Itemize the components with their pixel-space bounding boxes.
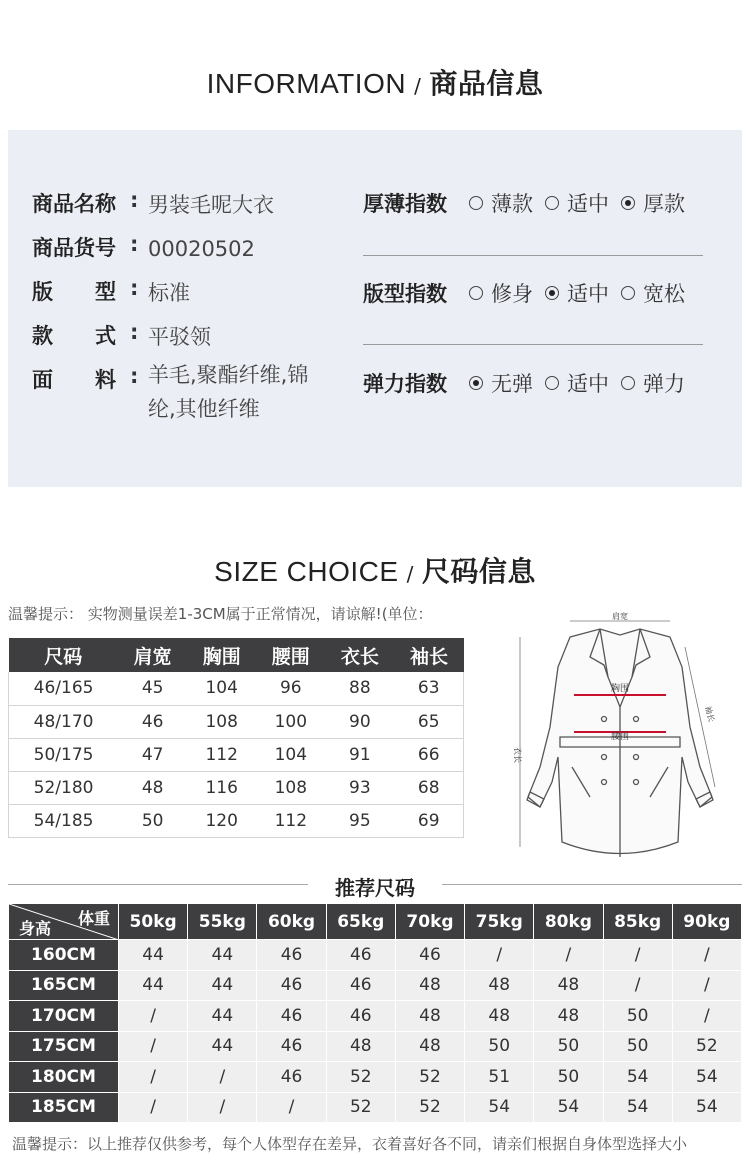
table-cell: 66 [394, 738, 463, 771]
table-cell: 100 [256, 705, 325, 738]
table-cell: 46 [326, 970, 395, 1001]
table-cell: / [603, 970, 672, 1001]
table-cell: 116 [187, 771, 256, 804]
divider [363, 344, 703, 345]
size-title-cn: 尺码信息 [421, 555, 536, 588]
table-row [9, 672, 464, 705]
table-cell: 52 [326, 1092, 395, 1123]
weight-cell: 55kg [188, 904, 257, 940]
table-cell: 54 [603, 1092, 672, 1123]
table-cell: 51 [465, 1062, 534, 1093]
table-cell: 48 [534, 1001, 603, 1032]
measurement-tip: 温馨提示： 实物测量误差1-3CM属于正常情况，请谅解!(单位： [8, 605, 433, 623]
table-cell: 46 [257, 940, 326, 971]
table-cell: / [534, 940, 603, 971]
waist-label: 腰围 [610, 732, 630, 742]
table-cell: 68 [394, 771, 463, 804]
weight-axis-label: 体重 [77, 909, 110, 928]
table-cell: 46 [257, 970, 326, 1001]
header-cell: 尺码 [9, 638, 119, 672]
header-cell: 肩宽 [118, 638, 187, 672]
table-cell: / [188, 1092, 257, 1123]
weight-cell: 50kg [119, 904, 188, 940]
option-medium[interactable]: 适中 [545, 188, 609, 218]
table-cell: / [119, 1062, 188, 1093]
table-cell: 44 [119, 940, 188, 971]
spec-value: 男装毛呢大衣 [148, 193, 274, 217]
header-cell: 腰围 [256, 638, 325, 672]
option-stretch[interactable]: 弹力 [621, 368, 685, 398]
weight-cell: 65kg [326, 904, 395, 940]
table-cell: / [672, 970, 741, 1001]
height-cell: 180CM [9, 1062, 119, 1093]
height-axis-label: 身高 [19, 919, 52, 938]
title-separator: / [406, 562, 414, 586]
table-cell: 48 [465, 1001, 534, 1032]
header-cell: 胸围 [187, 638, 256, 672]
index-label: 厚薄指数 [363, 192, 447, 216]
table-cell: 63 [394, 672, 463, 705]
height-cell: 175CM [9, 1031, 119, 1062]
option-thick[interactable]: 厚款 [621, 188, 685, 218]
table-cell: 54 [465, 1092, 534, 1123]
table-row [9, 705, 464, 738]
table-cell: 48 [118, 771, 187, 804]
index-label: 弹力指数 [363, 372, 447, 396]
table-cell: 46 [326, 940, 395, 971]
radio-icon [545, 196, 559, 210]
weight-cell: 75kg [465, 904, 534, 940]
information-title-cn: 商品信息 [429, 67, 544, 100]
table-cell: 54 [672, 1092, 741, 1123]
table-cell: 45 [118, 672, 187, 705]
radio-selected-icon [621, 196, 635, 210]
option-no-stretch[interactable]: 无弹 [469, 368, 533, 398]
table-cell: / [119, 1092, 188, 1123]
table-row [9, 738, 464, 771]
table-row [9, 1001, 742, 1032]
shoulder-label: 肩宽 [612, 612, 628, 621]
table-cell: 52 [326, 1062, 395, 1093]
radio-icon [545, 376, 559, 390]
elasticity-index [363, 368, 703, 408]
table-cell: 93 [325, 771, 394, 804]
table-cell: 91 [325, 738, 394, 771]
fit-index [363, 278, 703, 318]
table-cell: / [257, 1092, 326, 1123]
table-cell: 50 [534, 1031, 603, 1062]
height-cell: 160CM [9, 940, 119, 971]
table-cell: 48 [395, 1001, 464, 1032]
table-cell: 44 [119, 970, 188, 1001]
recommended-size-header [8, 872, 742, 900]
weight-cell: 85kg [603, 904, 672, 940]
table-cell: 112 [187, 738, 256, 771]
weight-header-row [9, 904, 742, 940]
divider [363, 255, 703, 256]
table-cell: 112 [256, 804, 325, 837]
table-cell: 50 [118, 804, 187, 837]
table-row [9, 1092, 742, 1123]
table-cell: 44 [188, 1001, 257, 1032]
table-cell: 50 [603, 1001, 672, 1032]
table-cell: 88 [325, 672, 394, 705]
sleeve-label: 袖长 [703, 705, 716, 723]
table-cell: 48 [465, 970, 534, 1001]
table-cell: 104 [187, 672, 256, 705]
table-cell: 48/170 [9, 705, 119, 738]
index-label: 版型指数 [363, 282, 447, 306]
length-label: 衣长 [513, 747, 522, 763]
table-cell: 50 [534, 1062, 603, 1093]
information-title [0, 62, 750, 102]
spec-value: 平驳领 [148, 325, 211, 349]
radio-selected-icon [545, 286, 559, 300]
table-cell: 46 [395, 940, 464, 971]
table-row [9, 970, 742, 1001]
table-cell: 54 [603, 1062, 672, 1093]
product-info-panel: 商品名称 : 男装毛呢大衣 商品货号 : 00020502 版 型 : 标准 款 式 : 平驳领 面 料 : 羊毛,聚酯纤维,锦纶,其他纤维 厚薄指数 薄款 适中 厚款 版型指数 修身 适中 宽松 弹力指数 无弹 适中 弹力 [8, 130, 742, 487]
table-row [9, 804, 464, 837]
table-cell: 46 [257, 1031, 326, 1062]
option-moderate-stretch[interactable]: 适中 [545, 368, 609, 398]
table-cell: 46 [257, 1062, 326, 1093]
table-row [9, 1031, 742, 1062]
table-cell: 46 [326, 1001, 395, 1032]
table-cell: 50 [603, 1031, 672, 1062]
table-cell: 69 [394, 804, 463, 837]
recommended-size-title: 推荐尺码 [335, 876, 415, 900]
table-cell: / [672, 1001, 741, 1032]
table-cell: 52 [395, 1062, 464, 1093]
table-cell: 108 [256, 771, 325, 804]
header-cell: 衣长 [325, 638, 394, 672]
radio-icon [469, 286, 483, 300]
weight-cell: 70kg [395, 904, 464, 940]
table-cell: 90 [325, 705, 394, 738]
table-cell: 48 [395, 970, 464, 1001]
height-cell: 165CM [9, 970, 119, 1001]
table-cell: 50 [465, 1031, 534, 1062]
size-table-header [9, 638, 464, 672]
title-separator: / [414, 74, 422, 98]
spec-value: 标准 [148, 281, 190, 305]
table-cell: 95 [325, 804, 394, 837]
weight-cell: 90kg [672, 904, 741, 940]
spec-label: 商品货号 [32, 236, 116, 260]
table-cell: 50/175 [9, 738, 119, 771]
spec-value: 羊毛,聚酯纤维,锦纶,其他纤维 [148, 363, 309, 421]
table-cell: / [188, 1062, 257, 1093]
option-loose[interactable]: 宽松 [621, 278, 685, 308]
spec-label: 商品名称 [32, 192, 116, 216]
table-cell: 48 [395, 1031, 464, 1062]
table-cell: / [603, 940, 672, 971]
table-cell: 47 [118, 738, 187, 771]
table-cell: 52/180 [9, 771, 119, 804]
header-cell: 袖长 [394, 638, 463, 672]
table-cell: 108 [187, 705, 256, 738]
table-cell: 48 [326, 1031, 395, 1062]
radio-selected-icon [469, 376, 483, 390]
table-cell: 46 [257, 1001, 326, 1032]
radio-icon [621, 376, 635, 390]
weight-cell: 60kg [257, 904, 326, 940]
table-row [9, 771, 464, 804]
table-cell: / [465, 940, 534, 971]
table-cell: / [672, 940, 741, 971]
table-cell: 65 [394, 705, 463, 738]
chest-label: 胸围 [610, 684, 630, 694]
radio-icon [621, 286, 635, 300]
table-cell: 54 [672, 1062, 741, 1093]
table-cell: 96 [256, 672, 325, 705]
weight-cell: 80kg [534, 904, 603, 940]
table-cell: 46/165 [9, 672, 119, 705]
table-cell: 120 [187, 804, 256, 837]
spec-label: 面 料 [32, 368, 116, 392]
recommended-size-table [8, 903, 742, 1123]
table-cell: / [119, 1031, 188, 1062]
table-cell: 54/185 [9, 804, 119, 837]
table-cell: 48 [534, 970, 603, 1001]
height-cell: 170CM [9, 1001, 119, 1032]
size-title-en: SIZE CHOICE [214, 556, 399, 587]
table-row [9, 940, 742, 971]
table-cell: 52 [672, 1031, 741, 1062]
spec-value: 00020502 [148, 237, 255, 261]
table-cell: 104 [256, 738, 325, 771]
height-cell: 185CM [9, 1092, 119, 1123]
table-cell: 46 [118, 705, 187, 738]
table-row [9, 1062, 742, 1093]
table-cell: 44 [188, 1031, 257, 1062]
table-cell: 52 [395, 1092, 464, 1123]
option-slim[interactable]: 修身 [469, 278, 533, 308]
table-cell: 44 [188, 970, 257, 1001]
spec-label: 版 型 [32, 280, 116, 304]
size-table [8, 638, 464, 838]
thickness-index [363, 188, 703, 228]
table-cell: 54 [534, 1092, 603, 1123]
table-cell: / [119, 1001, 188, 1032]
spec-label: 款 式 [32, 324, 116, 348]
size-choice-title [0, 550, 750, 590]
option-thin[interactable]: 薄款 [469, 188, 533, 218]
coat-diagram-illustration [500, 607, 740, 867]
option-regular[interactable]: 适中 [545, 278, 609, 308]
information-title-en: INFORMATION [206, 68, 407, 99]
table-cell: 44 [188, 940, 257, 971]
radio-icon [469, 196, 483, 210]
recommendation-note: 温馨提示：以上推荐仅供参考，每个人体型存在差异，衣着喜好各不同，请亲们根据自身体型选择大小 [12, 1135, 688, 1153]
table-corner [9, 904, 119, 940]
